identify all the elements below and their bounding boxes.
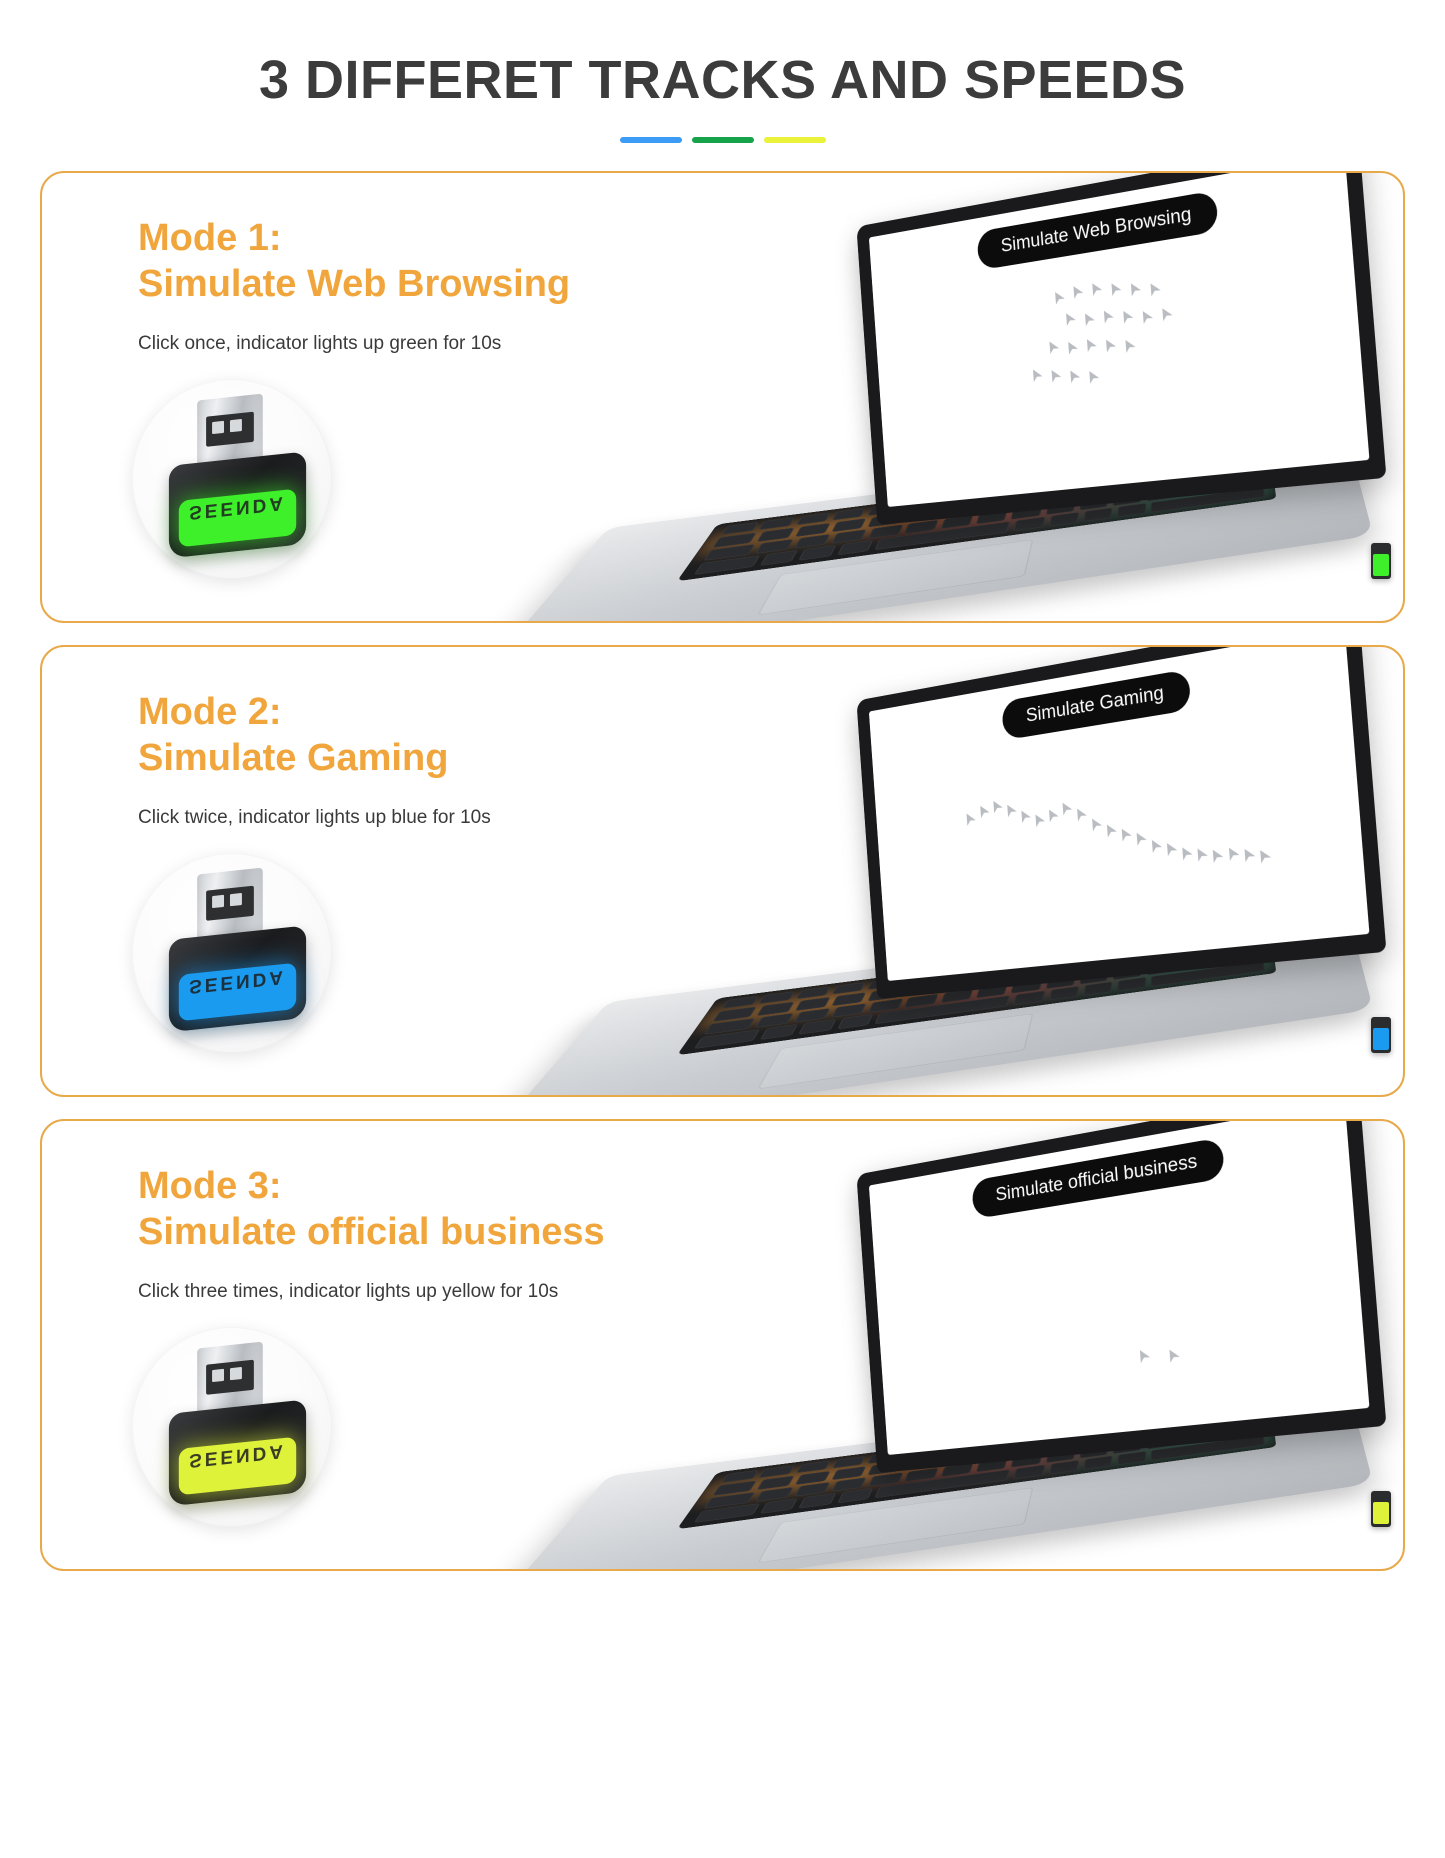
page-title: 3 DIFFERET TRACKS AND SPEEDS [258, 50, 1187, 110]
mode-1-dongle-image [132, 379, 332, 579]
mode-2-screen-caption: Simulate Gaming [1001, 669, 1191, 740]
mode-2-name: Simulate Gaming [138, 737, 449, 780]
brand-label: SEENDA [189, 965, 286, 997]
usb-dongle-blue [152, 863, 319, 1046]
usb-dongle-yellow [152, 1337, 319, 1520]
dongle-body [169, 1399, 306, 1506]
mode-card-3-text [138, 1163, 658, 1304]
accent-bars [0, 137, 1445, 143]
dongle-body [169, 925, 306, 1032]
accent-bar-yellow [764, 137, 826, 143]
mode-2-dongle-image [132, 853, 332, 1053]
mode-3-laptop-image [687, 1131, 1405, 1571]
brand-label: SEENDA [189, 1439, 286, 1471]
usb-dongle-green [152, 389, 319, 572]
mode-1-screen-caption: Simulate Web Browsing [976, 190, 1219, 270]
laptop-screen [856, 1119, 1386, 1473]
accent-bar-blue [620, 137, 682, 143]
brand-label: SEENDA [189, 491, 286, 523]
mode-3-screen-caption: Simulate official business [971, 1137, 1225, 1219]
mode-2-port-dongle [1371, 1017, 1391, 1053]
mode-1-description: Click once, indicator lights up green for 10s [138, 333, 502, 355]
mode-3-name: Simulate official business [138, 1211, 605, 1254]
mode-card-1-text [138, 215, 658, 356]
mode-card-2 [40, 645, 1405, 1097]
mode-card-2-text [138, 689, 658, 830]
mode-cards [40, 171, 1405, 1571]
mode-2-description: Click twice, indicator lights up blue for 10s [138, 807, 491, 829]
mode-card-3 [40, 1119, 1405, 1571]
port-led-green [1373, 554, 1389, 576]
accent-bar-green [692, 137, 754, 143]
mode-2-label: Mode 2: [138, 690, 282, 733]
mode-3-description: Click three times, indicator lights up yellow for 10s [138, 1281, 559, 1303]
mode-3-label: Mode 3: [138, 1164, 282, 1207]
laptop-screen [856, 645, 1386, 999]
mode-1-port-dongle [1371, 543, 1391, 579]
mode-1-name: Simulate Web Browsing [138, 263, 571, 306]
mode-1-label: Mode 1: [138, 216, 282, 259]
mode-3-port-dongle [1371, 1491, 1391, 1527]
mode-1-laptop-image [687, 183, 1405, 623]
mode-card-1 [40, 171, 1405, 623]
mode-2-laptop-image [687, 657, 1405, 1097]
port-led-yellow [1373, 1502, 1389, 1524]
port-led-blue [1373, 1028, 1389, 1050]
laptop-screen [856, 171, 1386, 525]
mode-3-dongle-image [132, 1327, 332, 1527]
laptop-screen-content [869, 171, 1370, 507]
dongle-body [169, 451, 306, 558]
laptop-screen-content [869, 1119, 1370, 1455]
laptop-screen-content [869, 645, 1370, 981]
